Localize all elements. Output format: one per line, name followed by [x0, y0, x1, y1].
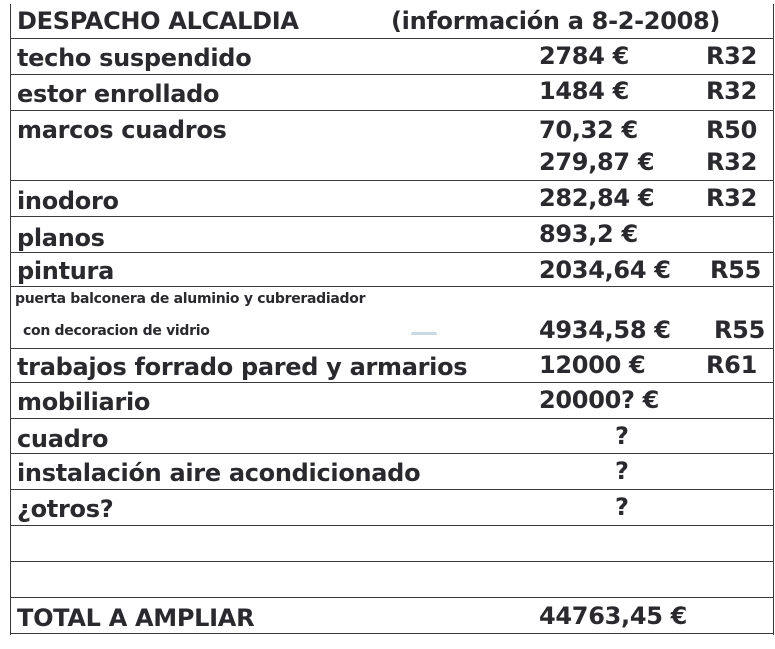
concept-label: techo suspendido: [17, 44, 252, 72]
table-row: [11, 455, 773, 490]
table-row: [11, 218, 773, 253]
amount-value: 12000 €: [539, 351, 646, 379]
amount-value: ?: [615, 422, 629, 450]
table-row: [11, 350, 773, 383]
table-row: [11, 288, 773, 349]
amount-value: 20000? €: [539, 386, 660, 414]
table-row: [11, 491, 773, 526]
code-value: R55: [710, 256, 761, 284]
table-row: [11, 112, 773, 181]
concept-label: planos: [17, 224, 105, 252]
concept-label: instalación aire acondicionado: [17, 459, 421, 487]
amount-value: 2784 €: [539, 42, 630, 70]
header-date-note: (información a 8-2-2008): [391, 7, 721, 35]
concept-label: inodoro: [17, 187, 119, 215]
amount-value: 893,2 €: [539, 220, 638, 248]
code-value-secondary: R32: [706, 148, 757, 176]
amount-value: 4934,58 €: [539, 316, 671, 344]
amount-value-secondary: 279,87 €: [539, 148, 655, 176]
code-value: R50: [706, 116, 757, 144]
amount-value: 70,32 €: [539, 116, 638, 144]
empty-row: [11, 527, 773, 562]
concept-label: mobiliario: [17, 388, 151, 416]
table-row: [11, 254, 773, 287]
budget-table: [10, 4, 774, 635]
total-row: [11, 599, 773, 634]
code-value: R55: [714, 316, 765, 344]
amount-value: 2034,64 €: [539, 256, 671, 284]
concept-label: cuadro: [17, 425, 109, 453]
concept-label-line1: puerta balconera de aluminio y cubreradiador: [15, 291, 366, 307]
concept-label: estor enrollado: [17, 80, 220, 108]
empty-row: [11, 563, 773, 598]
concept-label: trabajos forrado pared y armarios: [17, 353, 468, 381]
scan-mark: [411, 332, 437, 335]
table-row: [11, 384, 773, 419]
amount-value: 1484 €: [539, 77, 630, 105]
table-row: [11, 182, 773, 217]
concept-label-line2: con decoracion de vidrio: [23, 323, 210, 339]
amount-value: ?: [615, 457, 629, 485]
concept-label: ¿otros?: [17, 495, 114, 523]
total-label: TOTAL A AMPLIAR: [17, 604, 255, 632]
amount-value: 282,84 €: [539, 184, 655, 212]
code-value: R32: [706, 184, 757, 212]
amount-value: ?: [615, 493, 629, 521]
code-value: R32: [706, 77, 757, 105]
table-row: [11, 76, 773, 111]
header-title: DESPACHO ALCALDIA: [17, 7, 299, 35]
header-row: [11, 4, 773, 39]
code-value: R32: [706, 42, 757, 70]
table-row: [11, 420, 773, 454]
total-amount: 44763,45 €: [539, 602, 688, 630]
concept-label: pintura: [17, 257, 114, 285]
concept-label: marcos cuadros: [17, 116, 227, 144]
table-row: [11, 40, 773, 75]
code-value: R61: [706, 351, 757, 379]
